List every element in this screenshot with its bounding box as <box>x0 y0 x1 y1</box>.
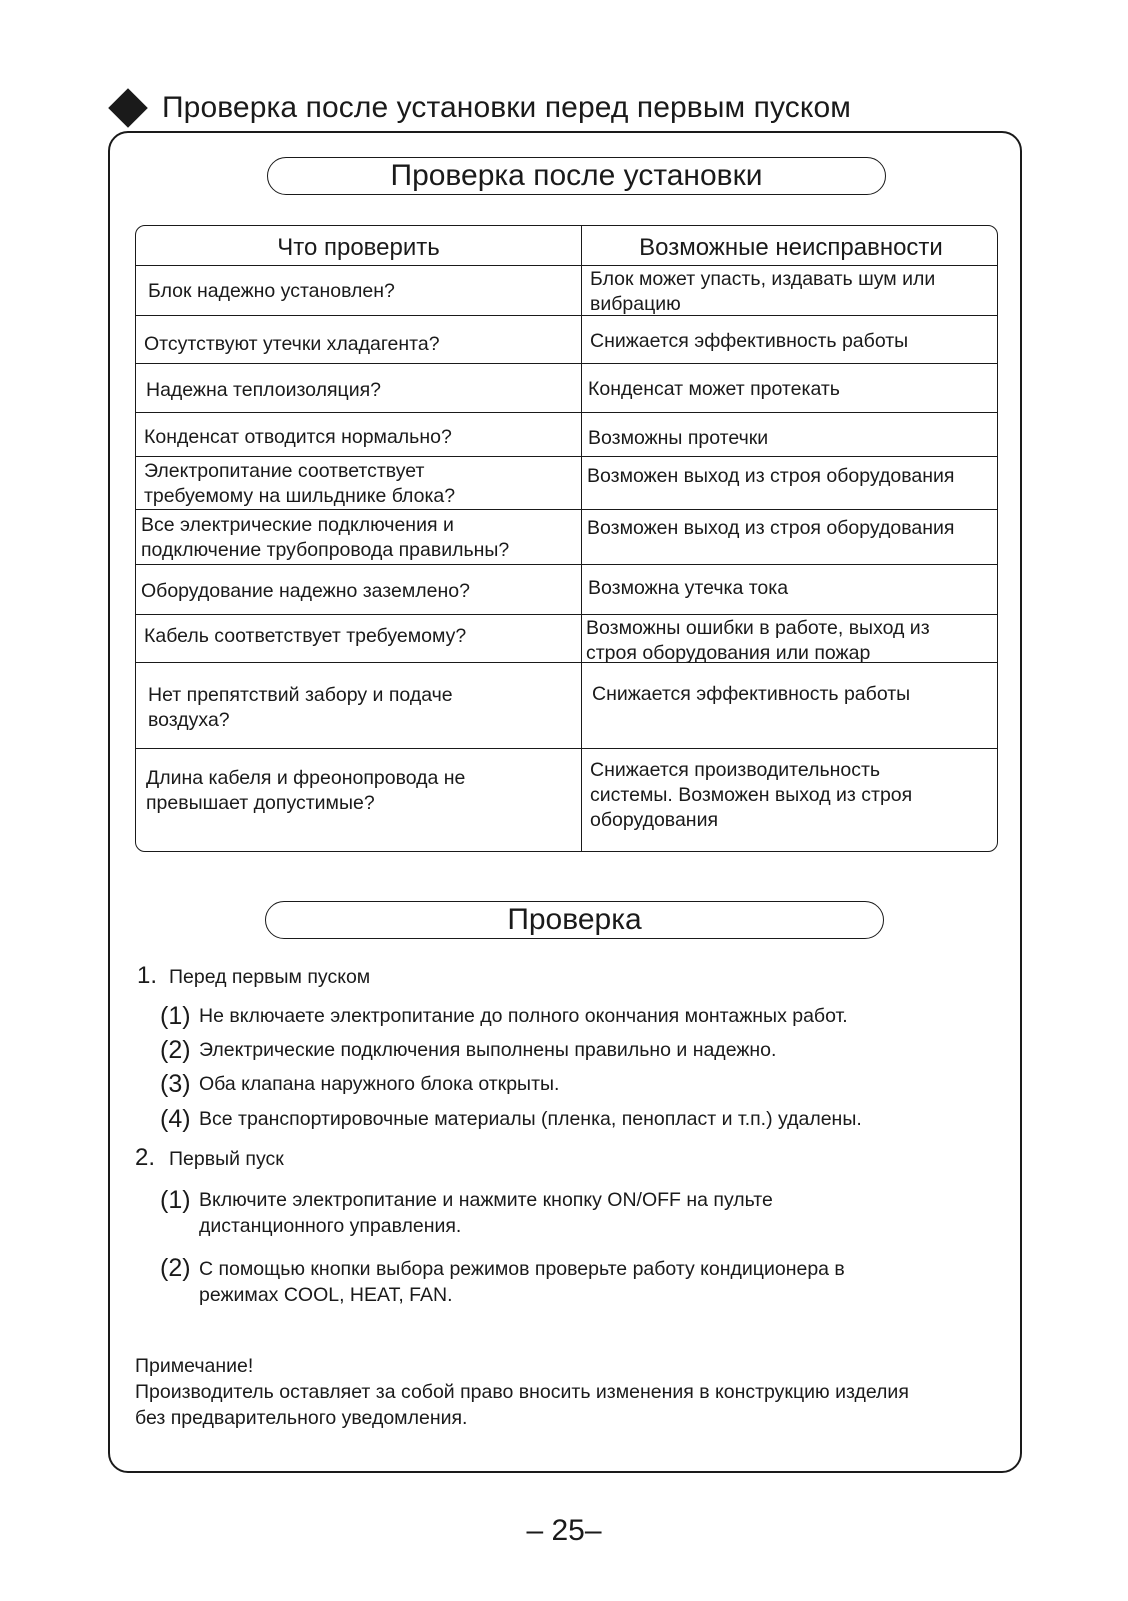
table-cell-check: Длина кабеля и фреонопровода не <box>146 767 466 789</box>
list-item-label: Перед первым пуском <box>169 966 371 988</box>
diamond-bullet-icon <box>108 88 148 128</box>
table-cell-check: Оборудование надежно заземлено? <box>141 580 470 602</box>
table-header-fault: Возможные неисправности <box>639 234 943 261</box>
table-cell-check: Электропитание соответствует <box>144 460 425 482</box>
list-item-number: 1. <box>137 962 158 989</box>
table-divider <box>136 748 997 749</box>
table-cell-check: Надежна теплоизоляция? <box>146 379 381 401</box>
table-cell-check: Конденсат отводится нормально? <box>144 426 452 448</box>
table-cell-fault: вибрацию <box>590 293 681 315</box>
table-cell-check: Нет препятствий забору и подаче <box>148 684 453 706</box>
table-cell-check: воздуха? <box>148 709 230 731</box>
sub-item-number: (2) <box>160 1036 191 1064</box>
table-cell-check: подключение трубопровода правильны? <box>141 539 510 561</box>
list-item-number: 2. <box>135 1144 156 1171</box>
table-cell-check: Все электрические подключения и <box>141 514 454 536</box>
sub-item-text: Электрические подключения выполнены правильно и надежно. <box>199 1039 777 1061</box>
section-heading <box>108 86 851 130</box>
table-divider <box>136 509 997 510</box>
table-cell-fault: Блок может упасть, издавать шум или <box>590 268 936 290</box>
sub-item-number: (2) <box>160 1254 191 1282</box>
sub-item-number: (4) <box>160 1105 191 1133</box>
table-cell-check: требуемому на шильднике блока? <box>144 485 456 507</box>
table-cell-check: Блок надежно установлен? <box>148 280 395 302</box>
page-number: – 25– <box>526 1514 602 1547</box>
table-cell-fault: Снижается производительность <box>590 759 881 781</box>
table-cell-fault: Возможны протечки <box>588 427 769 449</box>
sub-item-text: Все транспортировочные материалы (пленка, пенопласт и т.п.) удалены. <box>199 1108 862 1130</box>
sub-item-text: Оба клапана наружного блока открыты. <box>199 1073 560 1095</box>
sub-item-text: С помощью кнопки выбора режимов проверьте работу кондиционера в <box>199 1258 845 1280</box>
table-divider <box>136 456 997 457</box>
sub-item-text: Включите электропитание и нажмите кнопку ON/OFF на пульте <box>199 1189 773 1211</box>
table-cell-fault: Возможна утечка тока <box>588 577 789 599</box>
sub-item-text: режимах COOL, HEAT, FAN. <box>199 1284 453 1306</box>
table-cell-check: Отсутствуют утечки хладагента? <box>144 333 440 355</box>
table-divider <box>136 363 997 364</box>
sub-item-text: Не включаете электропитание до полного окончания монтажных работ. <box>199 1005 848 1027</box>
note-text: Производитель оставляет за собой право вносить изменения в конструкцию изделия <box>135 1381 909 1403</box>
list-item-label: Первый пуск <box>169 1148 284 1170</box>
sub-item-number: (3) <box>160 1070 191 1098</box>
table-cell-fault: Снижается эффективность работы <box>592 683 911 705</box>
table-cell-fault: строя оборудования или пожар <box>586 642 871 664</box>
table-cell-fault: оборудования <box>590 809 719 831</box>
table-cell-check: превышает допустимые? <box>146 792 375 814</box>
table-column-divider <box>581 226 582 851</box>
note-text: без предварительного уведомления. <box>135 1407 468 1429</box>
table-cell-fault: системы. Возможен выход из строя <box>590 784 913 806</box>
table-cell-fault: Снижается эффективность работы <box>590 330 909 352</box>
table-cell-check: Кабель соответствует требуемому? <box>144 625 467 647</box>
table-divider <box>136 564 997 565</box>
section-title-check: Проверка <box>265 901 884 939</box>
table-cell-fault: Возможен выход из строя оборудования <box>587 517 955 539</box>
section-title-check-after-install: Проверка после установки <box>267 157 886 195</box>
note-block <box>135 1353 909 1431</box>
heading-text: Проверка после установки перед первым пуском <box>162 91 851 124</box>
table-header-check: Что проверить <box>277 234 440 261</box>
table-divider <box>136 412 997 413</box>
sub-item-number: (1) <box>160 1002 191 1030</box>
table-divider <box>136 315 997 316</box>
sub-item-number: (1) <box>160 1186 191 1214</box>
note-title: Примечание! <box>135 1355 254 1377</box>
table-cell-fault: Возможен выход из строя оборудования <box>587 465 955 487</box>
table-cell-fault: Конденсат может протекать <box>588 378 840 400</box>
sub-item-text: дистанционного управления. <box>199 1215 462 1237</box>
check-table <box>135 225 998 852</box>
table-cell-fault: Возможны ошибки в работе, выход из <box>586 617 930 639</box>
